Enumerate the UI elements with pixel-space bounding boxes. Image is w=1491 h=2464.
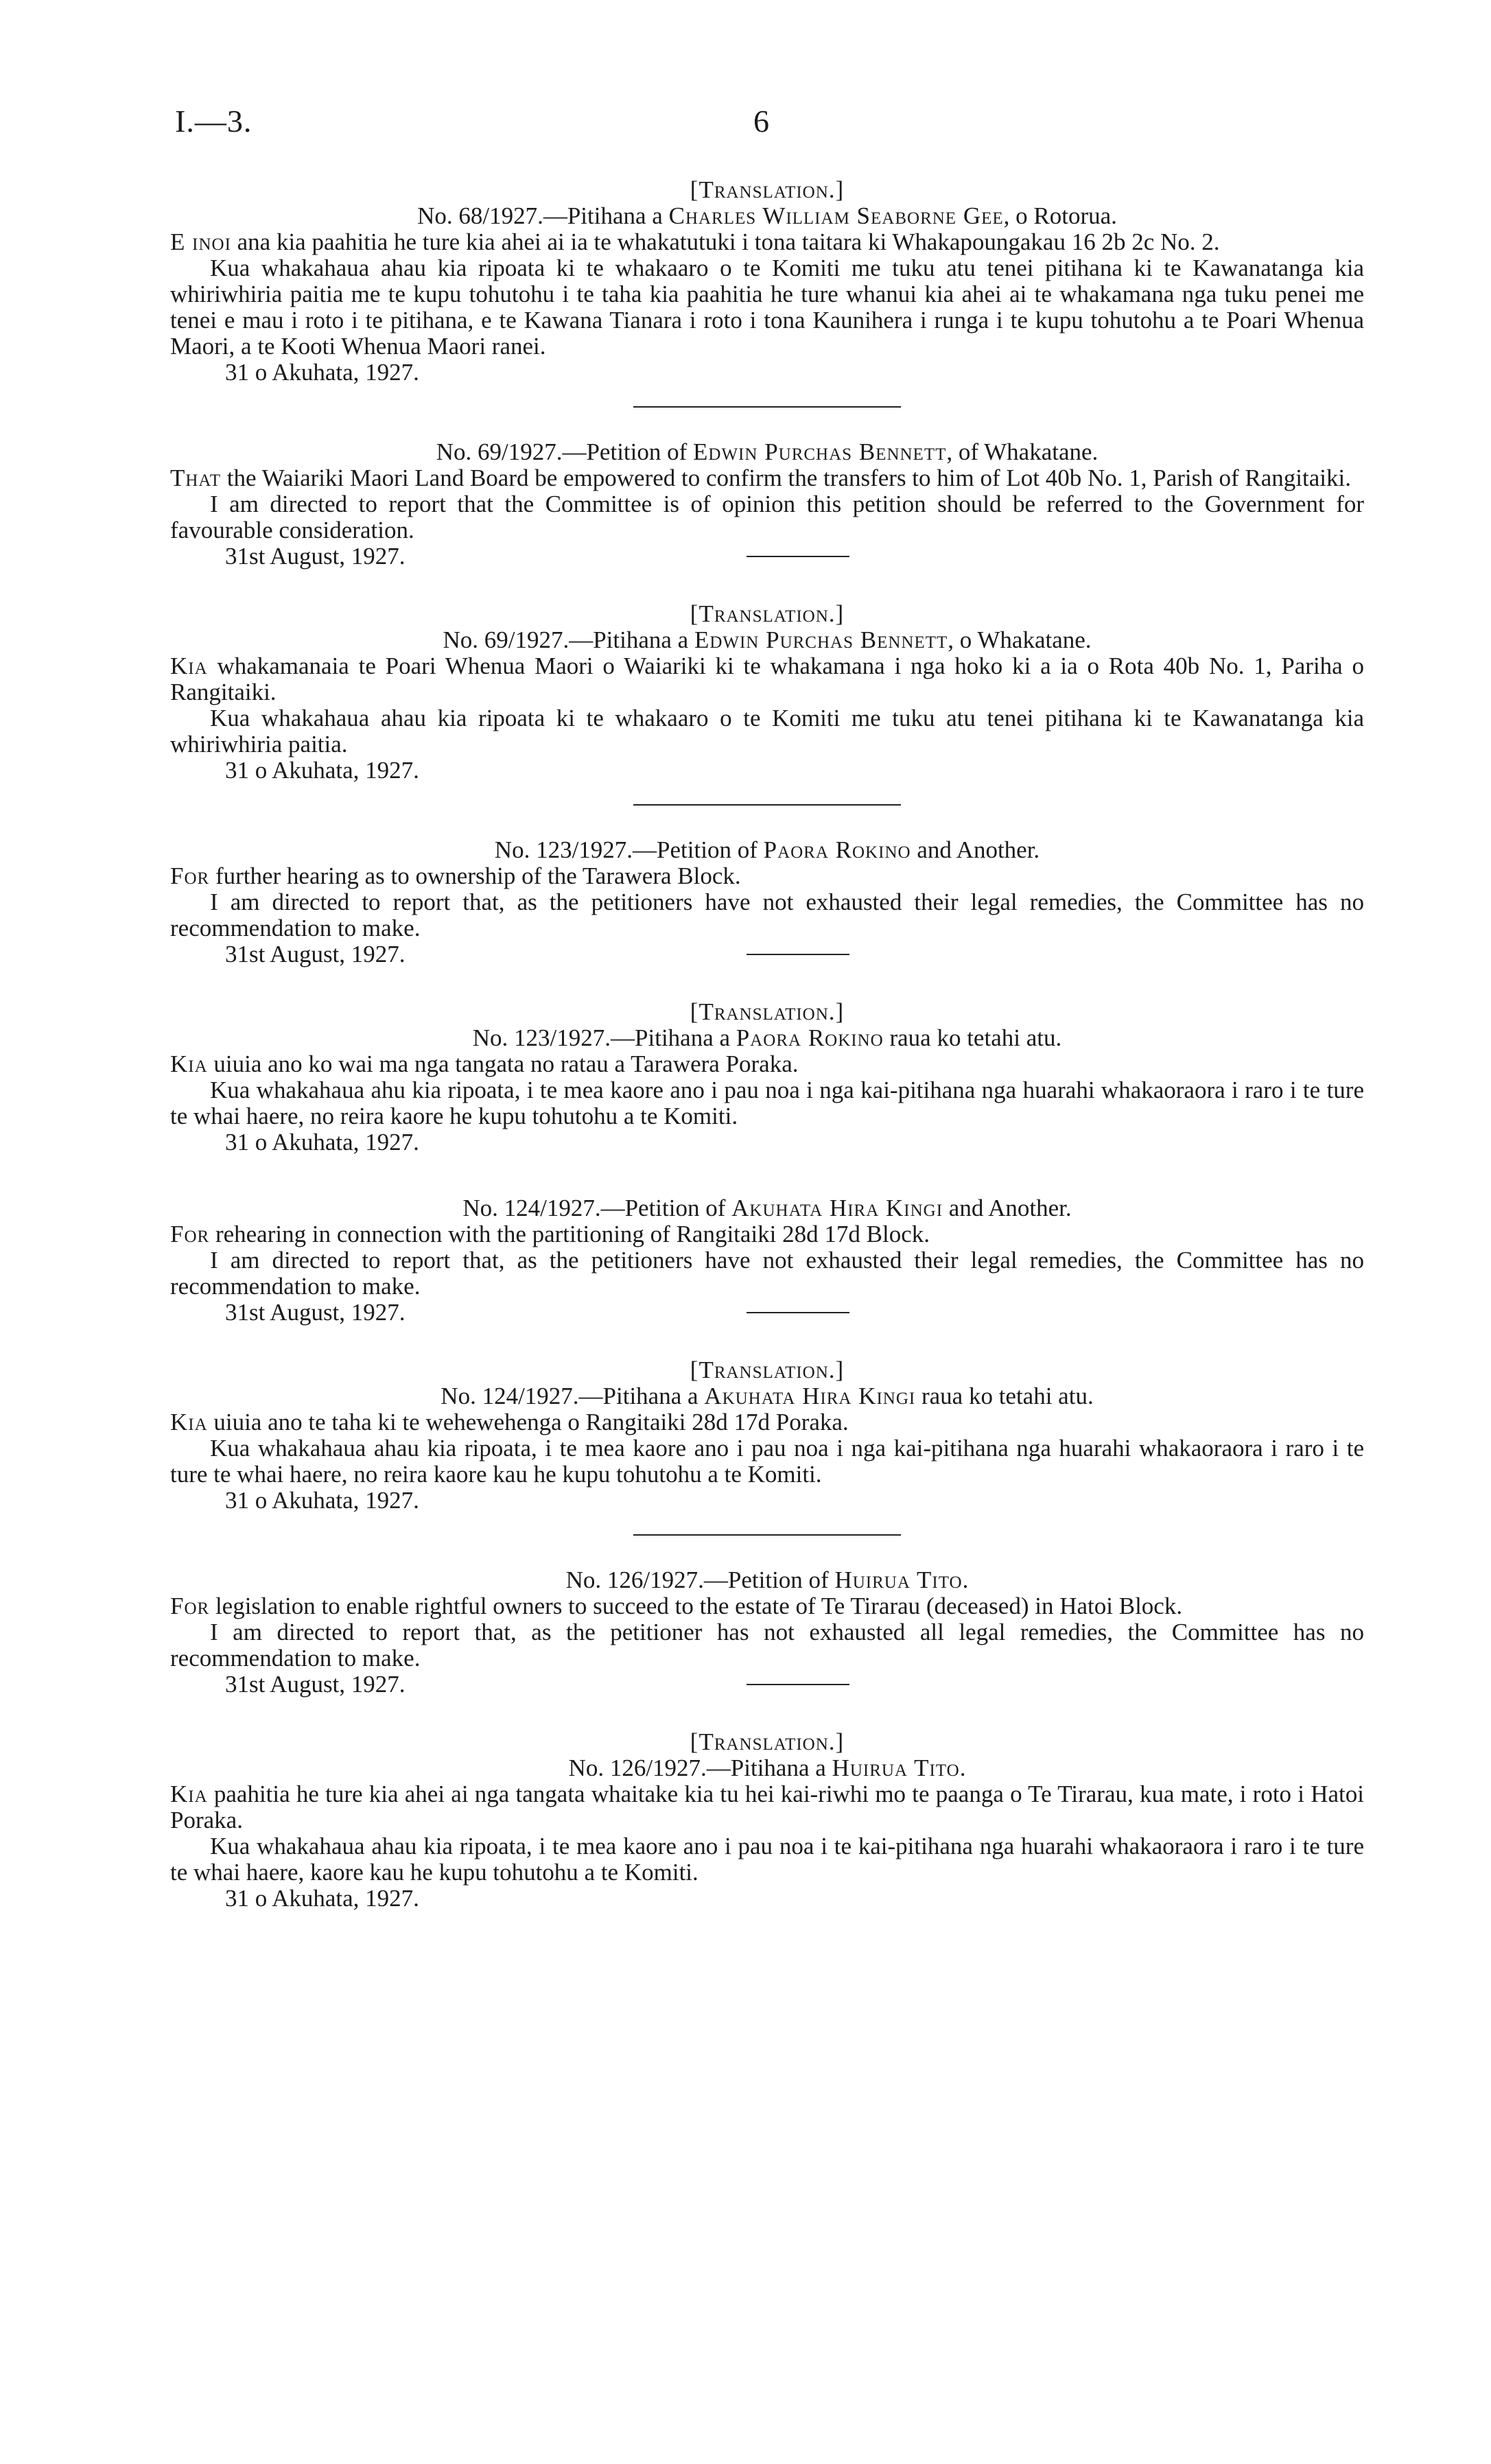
short-divider <box>747 1312 849 1313</box>
committee-report: I am directed to report that, as the petitioners have not exhausted their legal remedies, the Committee has no recommendation to make. <box>170 889 1364 941</box>
title-prefix: No. 123/1927.—Petition of <box>494 836 764 863</box>
lead-word: For <box>170 1221 210 1247</box>
petition-request <box>170 1409 1364 1435</box>
lead-word: Kia <box>170 1409 208 1435</box>
short-divider <box>747 954 849 955</box>
title-suffix: and Another. <box>943 1195 1072 1221</box>
committee-report: Kua whakahaua ahau kia ripoata ki te whakaaro o te Komiti me tuku atu tenei pitihana ki te Kawanatanga kia whiriwhiria paitia. <box>170 705 1364 758</box>
petition-124-translation <box>170 1357 1364 1514</box>
lead-word: Kia <box>170 1051 208 1077</box>
petition-69-translation <box>170 601 1364 784</box>
petition-title <box>170 203 1364 229</box>
petition-126-translation <box>170 1729 1364 1912</box>
petitioner-name: Paora Rokino <box>736 1024 884 1051</box>
title-prefix: No. 68/1927.—Pitihana a <box>417 202 669 229</box>
petition-title <box>170 1195 1364 1221</box>
petition-request <box>170 1051 1364 1077</box>
translation-label: [Translation.] <box>690 998 845 1025</box>
committee-report: I am directed to report that, as the petitioners have not exhausted their legal remedies, the Committee has no recommendation to make. <box>170 1247 1364 1300</box>
title-prefix: No. 124/1927.—Pitihana a <box>441 1383 705 1409</box>
petition-request <box>170 1593 1364 1619</box>
title-suffix: , of Whakatane. <box>946 438 1099 465</box>
request-text: paahitia he ture kia ahei ai nga tangata whaitake kia tu hei kai-riwhi mo te paanga o Te Tirarau, kua mate, i roto i Hatoi Poraka. <box>170 1781 1364 1833</box>
request-text: whakamanaia te Poari Whenua Maori o Waiariki ki te whakamana i nga hoko ki a ia o Rota 40b No. 1, Pariha o Rangitaiki. <box>170 653 1364 705</box>
petition-request <box>170 465 1364 491</box>
report-date: 31 o Akuhata, 1927. <box>225 1885 419 1912</box>
petition-title <box>170 837 1364 863</box>
petition-123 <box>170 837 1364 967</box>
report-date: 31 o Akuhata, 1927. <box>225 757 419 784</box>
lead-word: For <box>170 1593 210 1619</box>
translation-label: [Translation.] <box>690 1728 845 1755</box>
petition-request <box>170 863 1364 889</box>
request-text: uiuia ano te taha ki te wehewehenga o Rangitaiki 28d 17d Poraka. <box>207 1409 849 1435</box>
petitioner-name: Huirua Tito <box>832 1755 960 1781</box>
request-text: the Waiariki Maori Land Board be empowered to confirm the transfers to him of Lot 40b No. 1, Parish of Rangitaiki. <box>221 465 1351 491</box>
lead-word: E inoi <box>170 228 231 255</box>
title-prefix: No. 123/1927.—Pitihana a <box>472 1024 736 1051</box>
petitioner-name: Edwin Purchas Bennett <box>694 626 948 653</box>
petition-69 <box>170 439 1364 570</box>
lead-word: Kia <box>170 653 208 679</box>
title-suffix: raua ko tetahi atu. <box>915 1383 1094 1409</box>
title-suffix: . <box>959 1755 966 1781</box>
report-date: 31st August, 1927. <box>225 1671 406 1698</box>
translation-label: [Translation.] <box>690 1357 845 1383</box>
title-suffix: . <box>962 1567 969 1593</box>
petitioner-name: Charles William Seaborne Gee <box>668 202 1004 229</box>
petitioner-name: Huirua Tito <box>834 1567 963 1593</box>
request-text: uiuia ano ko wai ma nga tangata no ratau a Tarawera Poraka. <box>207 1051 799 1077</box>
petition-title <box>170 1383 1364 1409</box>
petition-request <box>170 1221 1364 1247</box>
lead-word: That <box>170 465 221 491</box>
request-text: ana kia paahitia he ture kia ahei ai ia te whakatutuki i tona taitara ki Whakapoungakau 16 2b 2c No. 2. <box>231 228 1220 255</box>
title-prefix: No. 124/1927.—Petition of <box>462 1195 732 1221</box>
title-suffix: , o Whakatane. <box>948 626 1092 653</box>
request-text: legislation to enable rightful owners to succeed to the estate of Te Tirarau (deceased) in Hatoi Block. <box>209 1593 1183 1619</box>
petitioner-name: Paora Rokino <box>763 836 911 863</box>
petition-126 <box>170 1567 1364 1698</box>
petition-request <box>170 1781 1364 1833</box>
petition-title <box>170 627 1364 653</box>
report-date: 31 o Akuhata, 1927. <box>225 1487 419 1514</box>
page-body <box>170 177 1364 1912</box>
report-date: 31 o Akuhata, 1927. <box>225 1129 419 1155</box>
report-date: 31st August, 1927. <box>225 941 406 967</box>
petitioner-name: Edwin Purchas Bennett <box>693 438 947 465</box>
request-text: rehearing in connection with the partitioning of Rangitaiki 28d 17d Block. <box>209 1221 930 1247</box>
title-prefix: No. 126/1927.—Pitihana a <box>568 1755 832 1781</box>
report-date: 31 o Akuhata, 1927. <box>225 359 419 386</box>
title-suffix: and Another. <box>911 836 1040 863</box>
petition-request <box>170 229 1364 255</box>
petition-123-translation <box>170 999 1364 1155</box>
title-prefix: No. 69/1927.—Petition of <box>436 438 694 465</box>
petition-title <box>170 1755 1364 1781</box>
title-suffix: , o Rotorua. <box>1003 202 1117 229</box>
page-number: 6 <box>753 104 769 139</box>
title-prefix: No. 126/1927.—Petition of <box>565 1567 835 1593</box>
petitioner-name: Akuhata Hira Kingi <box>731 1195 943 1221</box>
committee-report: I am directed to report that the Committee is of opinion this petition should be referred to the Government for favourable consideration. <box>170 491 1364 543</box>
petition-request <box>170 653 1364 705</box>
petition-124 <box>170 1195 1364 1326</box>
petition-title <box>170 439 1364 465</box>
committee-report: Kua whakahaua ahau kia ripoata, i te mea kaore ano i pau noa i nga kai-pitihana nga huarahi whakaoraora i raro i te ture te whai haere, no reira kaore kau he kupu tohutohu a te Komiti. <box>170 1435 1364 1488</box>
committee-report: I am directed to report that, as the petitioner has not exhausted all legal remedies, the Committee has no recommendation to make. <box>170 1619 1364 1671</box>
short-divider <box>747 556 849 557</box>
petition-title <box>170 1025 1364 1051</box>
committee-report: Kua whakahaua ahau kia ripoata ki te whakaaro o te Komiti me tuku atu tenei pitihana ki te Kawanatanga kia whiriwhiria paitia me te kupu tohutohu i te taha kia paahitia he ture whanui kia ahei ai te whakamana nga tuku penei me tenei e mau i roto i te pitihana, e te Kawana Tianara i roto i tona Kaunihera i runga i te kupu tohutohu a te Poari Whenua Maori, a te Kooti Whenua Maori ranei. <box>170 255 1364 360</box>
committee-report: Kua whakahaua ahau kia ripoata, i te mea kaore ano i pau noa i te kai-pitihana nga huarahi whakaoraora i raro i te ture te whai haere, kaore kau he kupu tohutohu a te Komiti. <box>170 1833 1364 1886</box>
lead-word: For <box>170 863 210 889</box>
committee-report: Kua whakahaua ahu kia ripoata, i te mea kaore ano i pau noa i nga kai-pitihana nga huarahi whakaoraora i raro i te ture te whai haere, no reira kaore he kupu tohutohu a te Komiti. <box>170 1077 1364 1129</box>
translation-label: [Translation.] <box>690 176 845 203</box>
translation-label: [Translation.] <box>690 600 845 627</box>
request-text: further hearing as to ownership of the Tarawera Block. <box>209 863 741 889</box>
petitioner-name: Akuhata Hira Kingi <box>704 1383 916 1409</box>
lead-word: Kia <box>170 1781 208 1807</box>
title-suffix: raua ko tetahi atu. <box>883 1024 1062 1051</box>
title-prefix: No. 69/1927.—Pitihana a <box>443 626 694 653</box>
petition-title <box>170 1567 1364 1593</box>
report-date: 31st August, 1927. <box>225 543 406 570</box>
short-divider <box>747 1684 849 1685</box>
petition-68-translation <box>170 177 1364 386</box>
report-date: 31st August, 1927. <box>225 1299 406 1326</box>
document-reference: I.—3. <box>175 104 253 139</box>
